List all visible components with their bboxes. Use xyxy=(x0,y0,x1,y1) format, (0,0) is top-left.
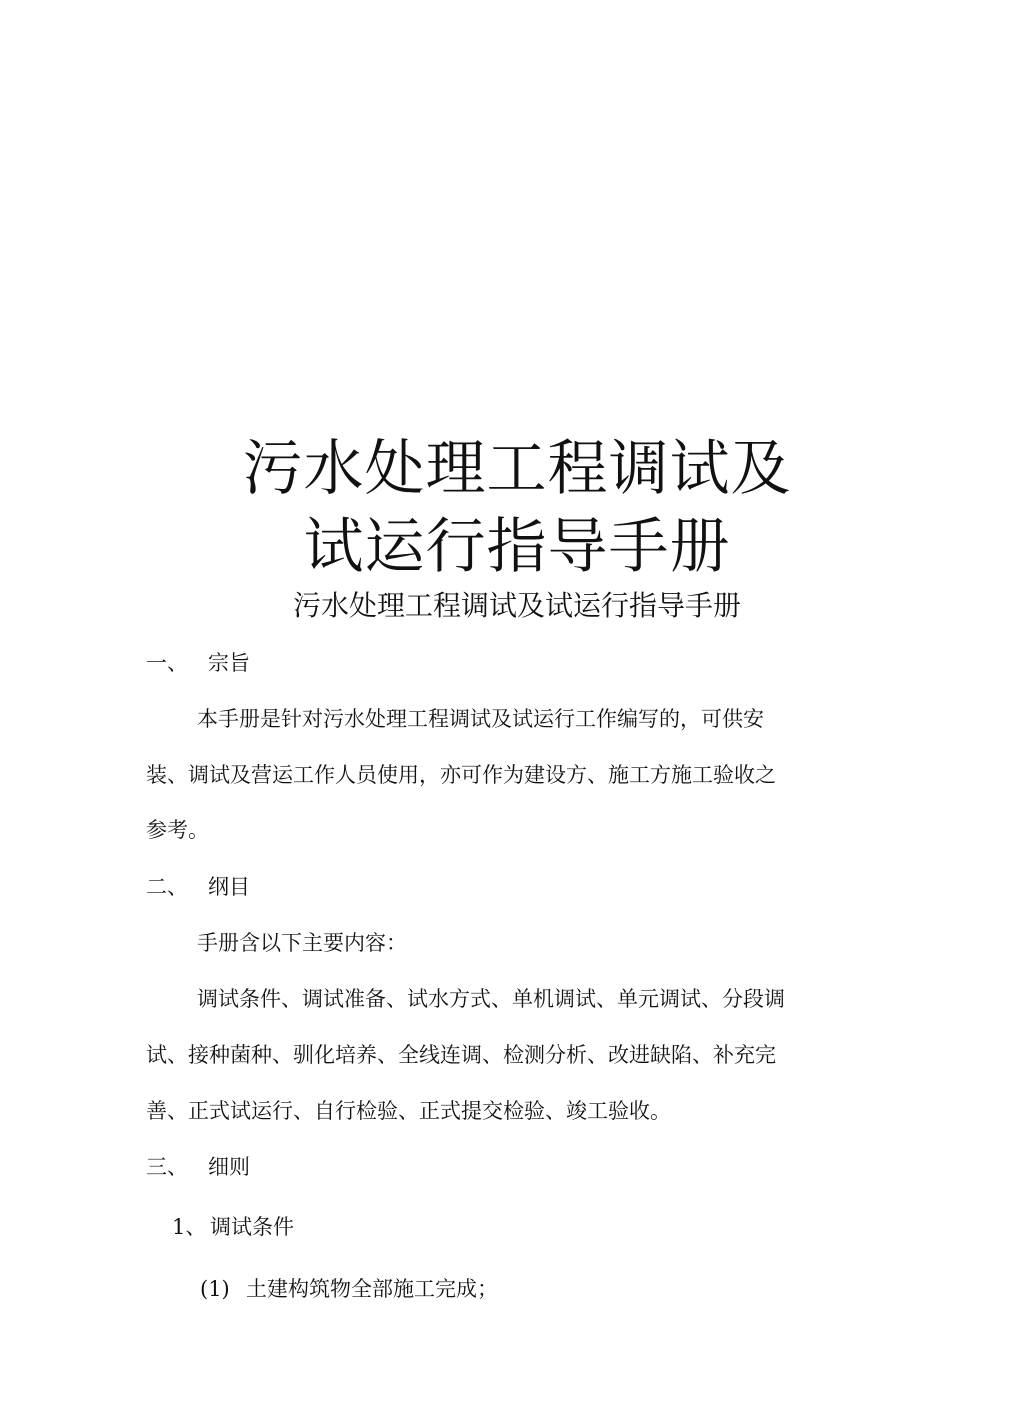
section-1-number: 一、 xyxy=(146,651,188,675)
section-3-heading xyxy=(146,1152,250,1182)
section-1-title: 宗旨 xyxy=(208,651,250,675)
section-2-heading xyxy=(146,872,250,902)
subsection-1-heading xyxy=(172,1212,294,1242)
section-2-intro: 手册含以下主要内容： xyxy=(197,931,407,955)
subsection-1-title: 调试条件 xyxy=(210,1215,294,1239)
section-2-list-line-1: 调试条件、调试准备、试水方式、单机调试、单元调试、分段调 xyxy=(197,987,785,1011)
section-1-para-line-3: 参考。 xyxy=(146,818,209,842)
list-item-1-number: (1) xyxy=(200,1277,230,1301)
section-1-para-line-2: 装、调试及营运工作人员使用，亦可作为建设方、施工方施工验收之 xyxy=(146,763,776,787)
section-2-title: 纲目 xyxy=(208,875,250,899)
document-title-line-2: 试运行指导手册 xyxy=(303,512,731,582)
section-3-number: 三、 xyxy=(146,1155,188,1179)
document-subtitle: 污水处理工程调试及试运行指导手册 xyxy=(292,589,741,622)
document-title-line-1: 污水处理工程调试及 xyxy=(242,434,792,504)
list-item-1 xyxy=(200,1274,498,1304)
section-2-list-line-2: 试、接种菌种、驯化培养、全线连调、检测分析、改进缺陷、补充完 xyxy=(146,1043,776,1067)
subsection-1-number: 1、 xyxy=(172,1215,207,1239)
section-1-heading xyxy=(146,648,250,678)
section-3-title: 细则 xyxy=(208,1155,250,1179)
section-1-para-line-1: 本手册是针对污水处理工程调试及试运行工作编写的，可供安 xyxy=(197,707,764,731)
section-2-number: 二、 xyxy=(146,875,188,899)
list-item-1-text: 土建构筑物全部施工完成； xyxy=(246,1277,498,1301)
section-2-list-line-3: 善、正式试运行、自行检验、正式提交检验、竣工验收。 xyxy=(146,1099,671,1123)
